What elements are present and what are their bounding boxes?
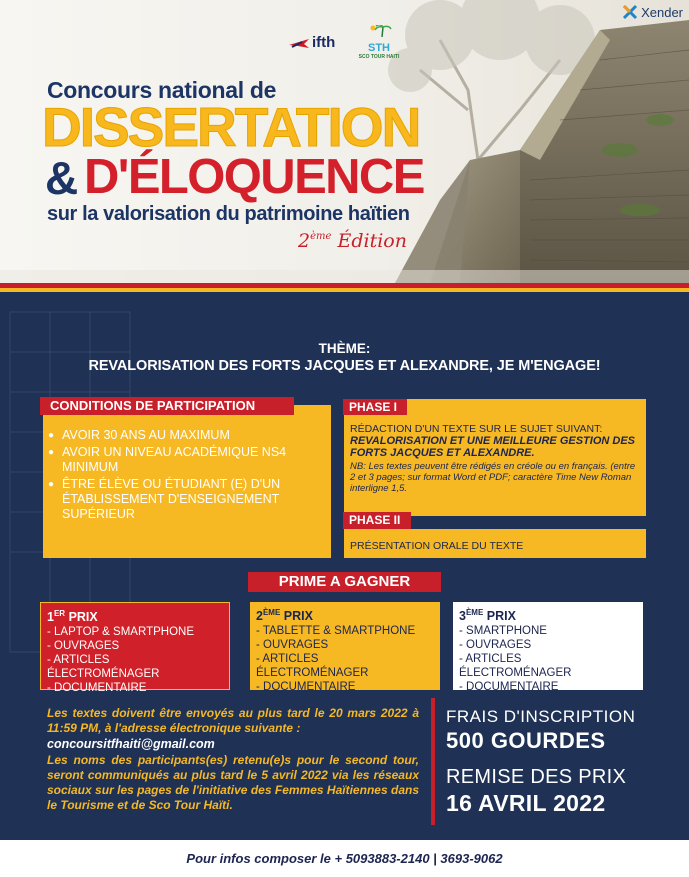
prize-rank: 1 (47, 610, 54, 625)
prize-item: - DOCUMENTAIRE (459, 681, 559, 694)
plane-icon (288, 36, 310, 50)
xender-logo-icon (622, 4, 638, 20)
prize-item: - ARTICLES ÉLECTROMÉNAGER (47, 654, 160, 681)
prize-item: - SMARTPHONE (459, 625, 547, 638)
title-ampersand: & (45, 152, 79, 204)
prize-item: - TABLETTE & SMARTPHONE (256, 625, 416, 638)
sth-logo-text: STH (368, 42, 390, 54)
prize-label: PRIX (283, 609, 313, 624)
award-date: 16 AVRIL 2022 (446, 790, 606, 816)
edition-label (298, 230, 407, 252)
prize-item: - ARTICLES ÉLECTROMÉNAGER (459, 653, 572, 680)
prize-item: - OUVRAGES (256, 639, 329, 652)
prize-items (47, 625, 223, 695)
prize-item: - OUVRAGES (459, 639, 532, 652)
header-banner (0, 0, 689, 283)
footer-contact: Pour infos composer le + 5093883-2140 | 3693-9062 (0, 840, 689, 877)
fees-value: 500 GOURDES (446, 728, 606, 753)
phase-1-intro: RÉDACTION D'UN TEXTE SUR LE SUJET SUIVANT: (350, 423, 603, 435)
prize-label: PRIX (486, 609, 516, 624)
submission-info (47, 706, 419, 813)
edition-number: 2 (298, 230, 311, 252)
phase-1-note: NB: Les textes peuvent être rédigés en créole ou en français. (entre 2 et 3 pages; sur format Word et PDF; caractère Time New Roman interligne 1,5. (350, 461, 636, 494)
title-line-1: Concours national de (47, 77, 277, 103)
sth-logo-subtext: SCO TOUR HAITI (358, 54, 400, 60)
ifth-logo-text: ifth (312, 34, 336, 51)
prize-rank: 3 (459, 609, 466, 624)
prize-rank-suffix: ÈME (465, 608, 484, 617)
edition-word: Édition (337, 230, 407, 252)
prize-item: - ARTICLES ÉLECTROMÉNAGER (256, 653, 369, 680)
phase-1-text (350, 423, 642, 494)
title-subtitle: sur la valorisation du patrimoine haïtien (47, 203, 410, 225)
prize-item: - DOCUMENTAIRE (256, 681, 356, 694)
selection-note: Les noms des participants(es) retenu(e)s pour le second tour, seront communiqués au plus tard le 5 avril 2022 via les réseaux sociaux sur les pages de l'initiative des Femmes Haïtiennes dans le Tourisme et de Sco Tour Haïti. (47, 753, 419, 812)
prize-item: - LAPTOP & SMARTPHONE (47, 626, 194, 639)
vertical-divider (431, 698, 435, 825)
condition-item: ● ÊTRE ÉLÈVE OU ÉTUDIANT (E) D'UN ÉTABLISSEMENT D'ENSEIGNEMENT SUPÉRIEUR (48, 477, 326, 522)
prize-rank-suffix: ER (53, 609, 66, 618)
xender-watermark (622, 4, 683, 20)
ifth-logo (288, 34, 335, 51)
prize-items (256, 624, 434, 694)
prize-label: PRIX (68, 610, 98, 625)
deadline-text: Les textes doivent être envoyés au plus tard le 20 mars 2022 à 11:59 PM, à l'adresse électronique suivante : (47, 706, 419, 735)
edition-suffix: ème (310, 231, 332, 242)
title-eloquence: D'ÉLOQUENCE (84, 150, 424, 204)
conditions-heading: CONDITIONS DE PARTICIPATION (40, 397, 294, 415)
phase-1-subject: REVALORISATION ET UNE MEILLEURE GESTION DES FORTS JACQUES ET ALEXANDRE. (350, 435, 636, 459)
prize-item: - OUVRAGES (47, 640, 120, 653)
prize-items (459, 624, 637, 694)
prize-title (256, 606, 434, 623)
condition-item: ● AVOIR UN NIVEAU ACADÉMIQUE NS4 MINIMUM (48, 445, 326, 475)
phase-1-heading: PHASE I (343, 399, 407, 415)
theme-label: THÈME: (318, 341, 371, 356)
prize-title (47, 607, 223, 624)
title-dissertation: DISSERTATION (42, 96, 420, 158)
award-label: REMISE DES PRIX (446, 766, 627, 788)
conditions-list (48, 428, 326, 524)
prize-card-second (250, 602, 440, 694)
phase-2-heading: PHASE II (343, 512, 411, 529)
prize-rank: 2 (256, 609, 263, 624)
prize-title (459, 606, 637, 623)
sth-logo (348, 24, 410, 68)
prize-card-first (40, 602, 230, 695)
prize-card-third (453, 602, 643, 694)
phase-2-text: PRÉSENTATION ORALE DU TEXTE (350, 540, 524, 552)
palm-tree-icon (364, 25, 394, 37)
fees-label: FRAIS D'INSCRIPTION (446, 707, 636, 726)
contact-email-link[interactable]: concoursitfhaiti@gmail.com (47, 737, 215, 751)
condition-item: ● AVOIR 30 ANS AU MAXIMUM (48, 428, 326, 443)
prize-rank-suffix: ÈME (262, 608, 281, 617)
theme-text: REVALORISATION DES FORTS JACQUES ET ALEXANDRE, JE M'ENGAGE! (88, 358, 601, 374)
prizes-heading: PRIME A GAGNER (248, 572, 441, 592)
prize-item: - DOCUMENTAIRE (47, 682, 147, 695)
xender-label: Xender (641, 4, 683, 20)
